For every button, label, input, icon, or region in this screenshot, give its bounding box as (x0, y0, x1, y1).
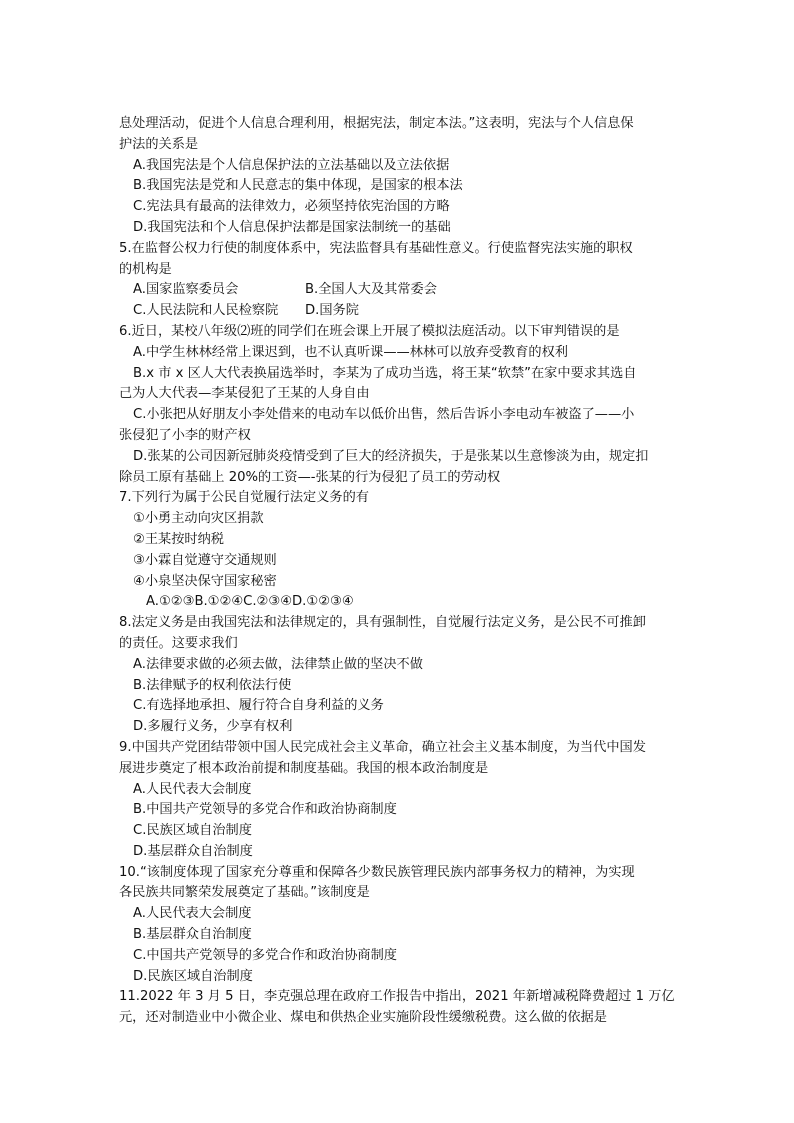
q10-stem-line-2: 各民族共同繁荣发展奠定了基础。”该制度是 (119, 885, 370, 901)
q9-option-a: A.人民代表大会制度 (133, 781, 252, 797)
q7-stem-line-1: 7.下列行为属于公民自觉履行法定义务的有 (119, 490, 369, 506)
q9-option-d: D.基层群众自治制度 (133, 843, 253, 859)
q9-option-b: B.中国共产党领导的多党合作和政治协商制度 (133, 802, 397, 818)
q7-item-3: ③小霖自觉遵守交通规则 (133, 552, 277, 568)
q5-option-a: A.国家监察委员会 (133, 282, 239, 298)
q4-stem-line-1: 息处理活动，促进个人信息合理利用，根据宪法，制定本法。”这表明，宪法与个人信息保 (119, 116, 634, 131)
q4-option-a: A.我国宪法是个人信息保护法的立法基础以及立法依据 (133, 157, 450, 173)
q10-stem-line-1: 10.“该制度体现了国家充分尊重和保障各少数民族管理民族内部事务权力的精神，为实现 (119, 864, 635, 880)
q9-option-c: C.民族区域自治制度 (133, 823, 252, 839)
exam-content (119, 114, 679, 1029)
q11-stem-line-1: 11.2022 年 3 月 5 日，李克强总理在政府工作报告中指出，2021 年新增减税降费超过 1 万亿 (119, 989, 675, 1005)
q7-choices: A.①②③B.①②④C.②③④D.①②③④ (146, 594, 354, 610)
q11-stem-line-2: 元，还对制造业中小微企业、煤电和供热企业实施阶段性缓缴税费。这么做的依据是 (119, 1010, 607, 1026)
q4-option-c: C.宪法具有最高的法律效力，必须坚持依宪治国的方略 (133, 199, 450, 215)
q7-item-1: ①小勇主动向灾区捐款 (133, 511, 264, 527)
q8-stem-line-2: 的责任。这要求我们 (119, 635, 238, 651)
q9-stem-line-1: 9.中国共产党团结带领中国人民完成社会主义革命，确立社会主义基本制度，为当代中国发 (119, 739, 646, 755)
q7-item-4: ④小泉坚决保守国家秘密 (133, 573, 277, 589)
q10-option-b: B.基层群众自治制度 (133, 927, 252, 943)
q6-option-b-line-1: B.x 市 x 区人大代表换届选举时，李某为了成功当选，将王某“软禁”在家中要求其选自 (133, 365, 637, 381)
q5-stem-line-1: 5.在监督公权力行使的制度体系中，宪法监督具有基础性意义。行使监督宪法实施的职权 (119, 240, 633, 256)
q8-option-c: C.有选择地承担、履行符合自身利益的义务 (133, 698, 384, 714)
q8-option-a: A.法律要求做的必须去做，法律禁止做的坚决不做 (133, 656, 423, 672)
q6-stem-line-1: 6.近日，某校八年级⑵班的同学们在班会课上开展了模拟法庭活动。以下审判错误的是 (119, 323, 620, 339)
q10-option-c: C.中国共产党领导的多党合作和政治协商制度 (133, 947, 397, 963)
q9-stem-line-2: 展进步奠定了根本政治前提和制度基础。我国的根本政治制度是 (119, 760, 489, 776)
q6-option-d-line-1: D.张某的公司因新冠肺炎疫情受到了巨大的经济损失，于是张某以生意惨淡为由，规定扣 (133, 448, 649, 464)
q6-option-d-line-2: 除员工原有基础上 20%的工资—-张某的行为侵犯了员工的劳动权 (119, 469, 501, 485)
q10-option-d: D.民族区域自治制度 (133, 968, 253, 984)
q6-option-b-line-2: 己为人大代表—李某侵犯了王某的人身自由 (119, 386, 370, 402)
q5-options-row-2 (119, 301, 679, 322)
q5-option-d: D.国务院 (305, 303, 359, 319)
q5-options-row-1 (119, 280, 679, 301)
q6-option-c-line-2: 张侵犯了小李的财产权 (119, 427, 251, 443)
q8-option-d: D.多履行义务，少享有权利 (133, 719, 293, 735)
q6-option-c-line-1: C.小张把从好朋友小李处借来的电动车以低价出售，然后告诉小李电动车被盗了——小 (133, 407, 635, 423)
q8-option-b: B.法律赋予的权利依法行使 (133, 677, 292, 693)
q4-option-b: B.我国宪法是党和人民意志的集中体现，是国家的根本法 (133, 178, 463, 194)
q10-option-a: A.人民代表大会制度 (133, 906, 252, 922)
q6-option-a: A.中学生林林经常上课迟到，也不认真听课——林林可以放弃受教育的权利 (133, 344, 568, 360)
q8-stem-line-1: 8.法定义务是由我国宪法和法律规定的，具有强制性，自觉履行法定义务，是公民不可推卸 (119, 615, 646, 631)
q5-option-b: B.全国人大及其常委会 (305, 282, 437, 298)
q4-stem-line-2: 护法的关系是 (119, 136, 199, 152)
q5-stem-line-2: 的机构是 (119, 261, 172, 277)
q4-option-d: D.我国宪法和个人信息保护法都是国家法制统一的基础 (133, 219, 451, 235)
q5-option-c: C.人民法院和人民检察院 (133, 303, 279, 319)
q7-item-2: ②王某按时纳税 (133, 531, 224, 547)
